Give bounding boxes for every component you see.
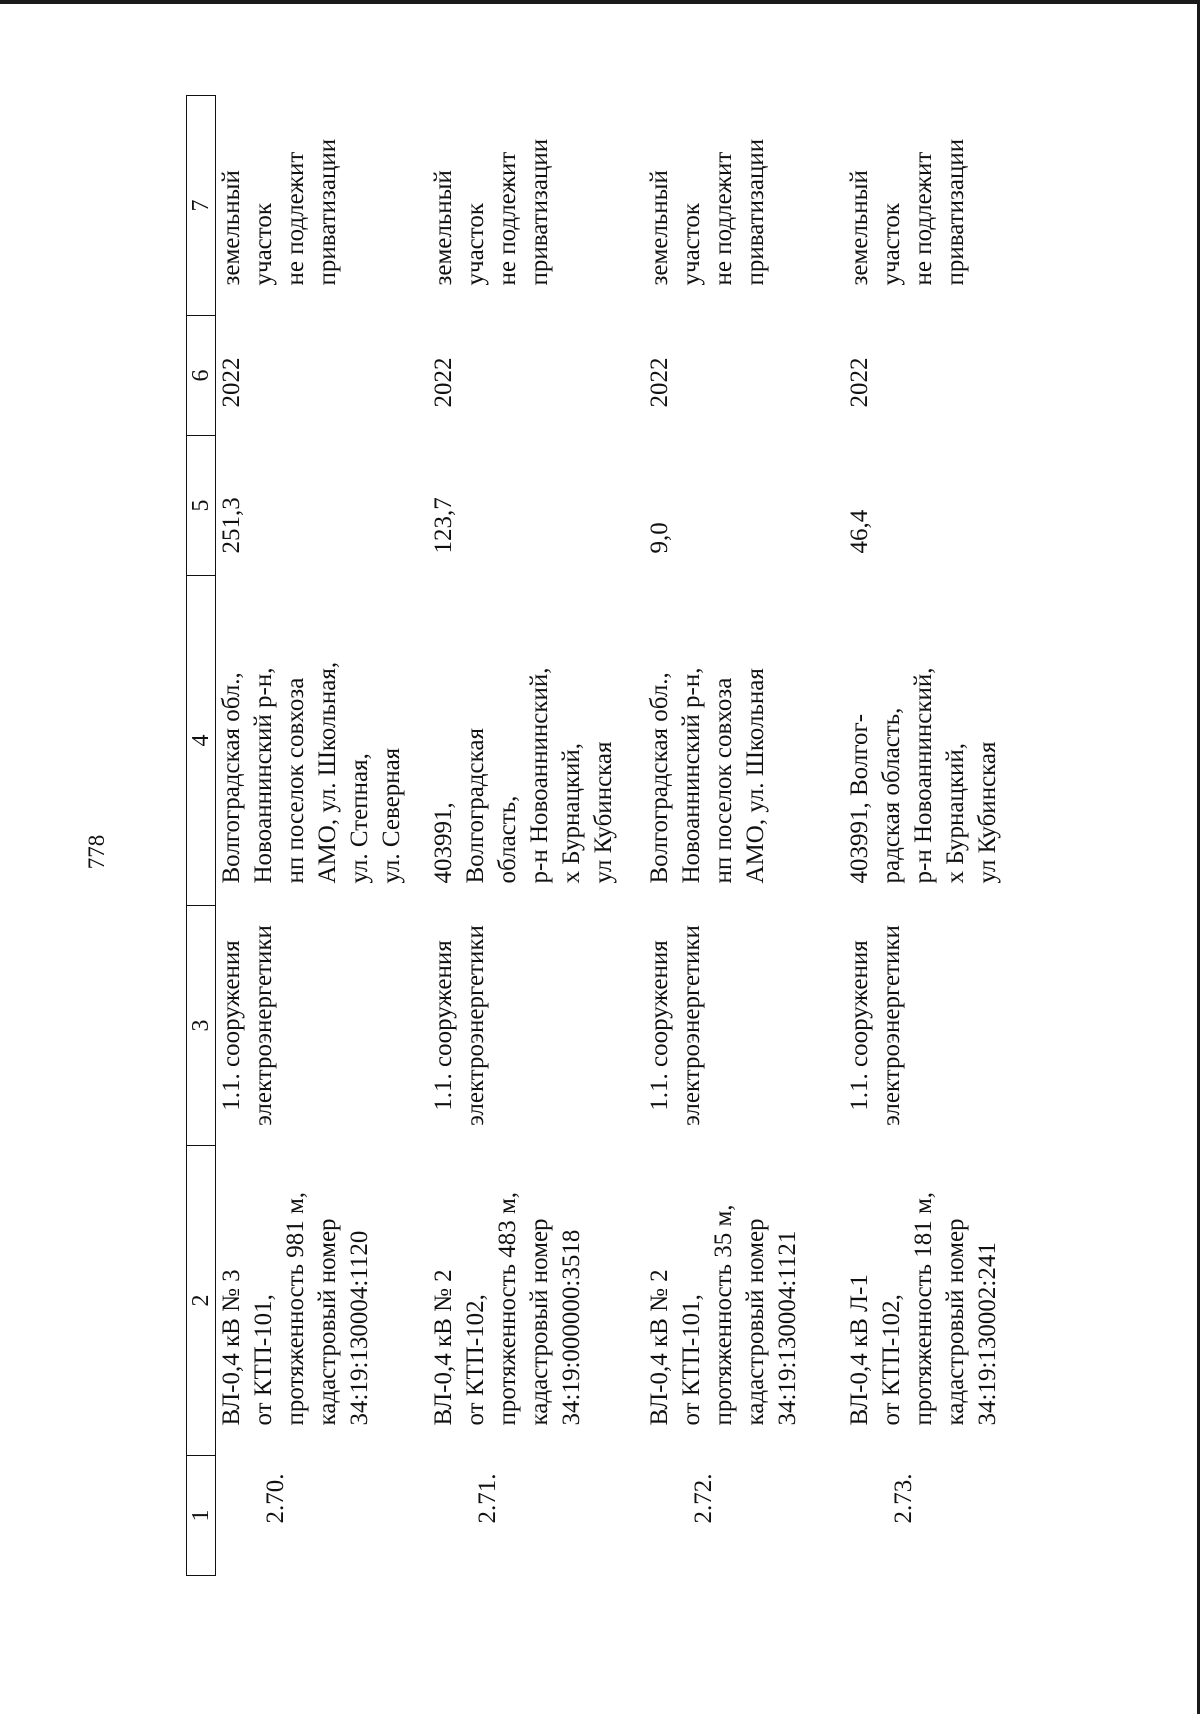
object-value: 123,7 [429, 497, 457, 554]
object-note-line: приватизации [941, 138, 969, 286]
object-note-line: земельный [845, 170, 873, 286]
object-note-line: приватизации [525, 138, 553, 286]
object-address-line: нп поселок совхоза [709, 677, 737, 884]
object-description-line: кадастровый номер [525, 1218, 553, 1426]
row-number: 2.71. [473, 1473, 501, 1524]
object-note-line: участок [877, 202, 905, 286]
object-value: 251,3 [218, 497, 245, 554]
object-address-line: нп поселок совхоза [282, 677, 309, 884]
object-note-line: земельный [429, 170, 457, 286]
object-category-line: электроэнергетики [461, 925, 489, 1126]
object-note-line: приватизации [741, 138, 769, 286]
object-address-line: радская область, [877, 707, 905, 884]
object-note-line: участок [250, 202, 277, 286]
object-category-line: 1.1. сооружения [845, 940, 873, 1111]
object-address [644, 576, 844, 906]
object-description-line: 34:19:130004:1121 [773, 1230, 801, 1426]
object-address [428, 576, 644, 906]
scan-edge-top [0, 0, 1200, 4]
table-row [216, 96, 428, 1576]
object-category-line: 1.1. сооружения [218, 940, 245, 1111]
object-description-line: кадастровый номер [941, 1218, 969, 1426]
object-address-line: 403991, Волгог- [845, 713, 873, 884]
object-address [216, 576, 428, 906]
object-note [428, 96, 644, 316]
object-description [844, 1146, 1024, 1456]
table-body [216, 96, 1024, 1576]
object-address-line: Волгоградская [461, 728, 489, 884]
object-category [216, 906, 428, 1146]
object-note-line: земельный [218, 170, 245, 286]
property-table [186, 95, 1024, 1576]
header-col-2: 2 [187, 1146, 216, 1456]
table-row [644, 96, 844, 1576]
object-value: 9,0 [645, 522, 673, 554]
object-note-line: участок [461, 202, 489, 286]
object-category [428, 906, 644, 1146]
header-col-4: 4 [187, 576, 216, 906]
object-description-line: 34:19:000000:3518 [557, 1229, 585, 1426]
object-address-line: ул Кубинская [589, 741, 617, 884]
object-description-line: от КТП-102, [461, 1294, 489, 1426]
object-year: 2022 [218, 357, 245, 408]
object-note-line: земельный [645, 170, 673, 286]
object-address-line: Новоаннинский р-н, [250, 667, 277, 884]
row-number: 2.72. [689, 1473, 717, 1524]
object-category-line: электроэнергетики [877, 925, 905, 1126]
header-col-3: 3 [187, 906, 216, 1146]
row-number: 2.70. [262, 1473, 289, 1524]
object-description-line: 34:19:130004:1120 [346, 1230, 373, 1426]
object-note [216, 96, 428, 316]
object-address-line: х Бурнацкий, [941, 743, 969, 884]
object-description-line: ВЛ-0,4 кВ № 2 [429, 1269, 457, 1426]
object-description-line: от КТП-101, [677, 1294, 705, 1426]
object-note-line: не подлежит [282, 151, 309, 286]
object-description-line: протяженность 35 м, [709, 1204, 737, 1426]
object-address-line: х Бурнацкий, [557, 743, 585, 884]
object-description-line: ВЛ-0,4 кВ Л-1 [845, 1274, 873, 1426]
object-note [644, 96, 844, 316]
object-year: 2022 [845, 357, 873, 408]
object-address-line: область, [493, 795, 521, 884]
table-row [428, 96, 644, 1576]
object-category-line: электроэнергетики [677, 925, 705, 1126]
object-description-line: протяженность 181 м, [909, 1191, 937, 1426]
object-description-line: кадастровый номер [741, 1218, 769, 1426]
object-description [216, 1146, 428, 1456]
table-row [844, 96, 1024, 1576]
row-number: 2.73. [889, 1473, 917, 1524]
object-description [428, 1146, 644, 1456]
object-description-line: протяженность 483 м, [493, 1191, 521, 1426]
object-address-line: АМО, ул. Школьная [741, 668, 769, 884]
table-header-row [187, 96, 216, 1576]
object-value: 46,4 [845, 509, 873, 554]
page-number: 778 [84, 834, 109, 870]
object-category [844, 906, 1024, 1146]
object-address-line: ул. Северная [378, 747, 405, 884]
object-description-line: от КТП-101, [250, 1294, 277, 1426]
object-description-line: ВЛ-0,4 кВ № 2 [645, 1269, 673, 1426]
object-year: 2022 [645, 357, 673, 408]
object-address-line: 403991, [429, 802, 457, 884]
object-year: 2022 [429, 357, 457, 408]
object-address-line: ул Кубинская [973, 741, 1001, 884]
object-description-line: от КТП-102, [877, 1294, 905, 1426]
object-address-line: Волгоградская обл., [218, 672, 245, 884]
object-note-line: не подлежит [493, 151, 521, 286]
object-address-line: р-н Новоаннинский, [525, 667, 553, 884]
object-note-line: участок [677, 202, 705, 286]
table-container [186, 96, 1001, 1576]
object-address [844, 576, 1024, 906]
object-note-line: не подлежит [909, 151, 937, 286]
header-col-1: 1 [187, 1456, 216, 1576]
object-note-line: не подлежит [709, 151, 737, 286]
object-description-line: протяженность 981 м, [282, 1191, 309, 1426]
object-description [644, 1146, 844, 1456]
object-category-line: 1.1. сооружения [429, 940, 457, 1111]
header-col-7: 7 [187, 96, 216, 316]
header-col-5: 5 [187, 436, 216, 576]
object-address-line: АМО, ул. Школьная, [314, 661, 341, 884]
object-note [844, 96, 1024, 316]
object-address-line: р-н Новоаннинский, [909, 667, 937, 884]
object-address-line: Волгоградская обл., [645, 672, 673, 884]
object-address-line: Новоаннинский р-н, [677, 667, 705, 884]
object-category [644, 906, 844, 1146]
header-col-6: 6 [187, 316, 216, 436]
object-description-line: ВЛ-0,4 кВ № 3 [218, 1269, 245, 1426]
object-note-line: приватизации [314, 138, 341, 286]
object-category-line: электроэнергетики [250, 925, 277, 1126]
object-description-line: кадастровый номер [314, 1218, 341, 1426]
object-description-line: 34:19:130002:241 [973, 1242, 1001, 1426]
object-category-line: 1.1. сооружения [645, 940, 673, 1111]
object-address-line: ул. Степная, [346, 753, 373, 884]
